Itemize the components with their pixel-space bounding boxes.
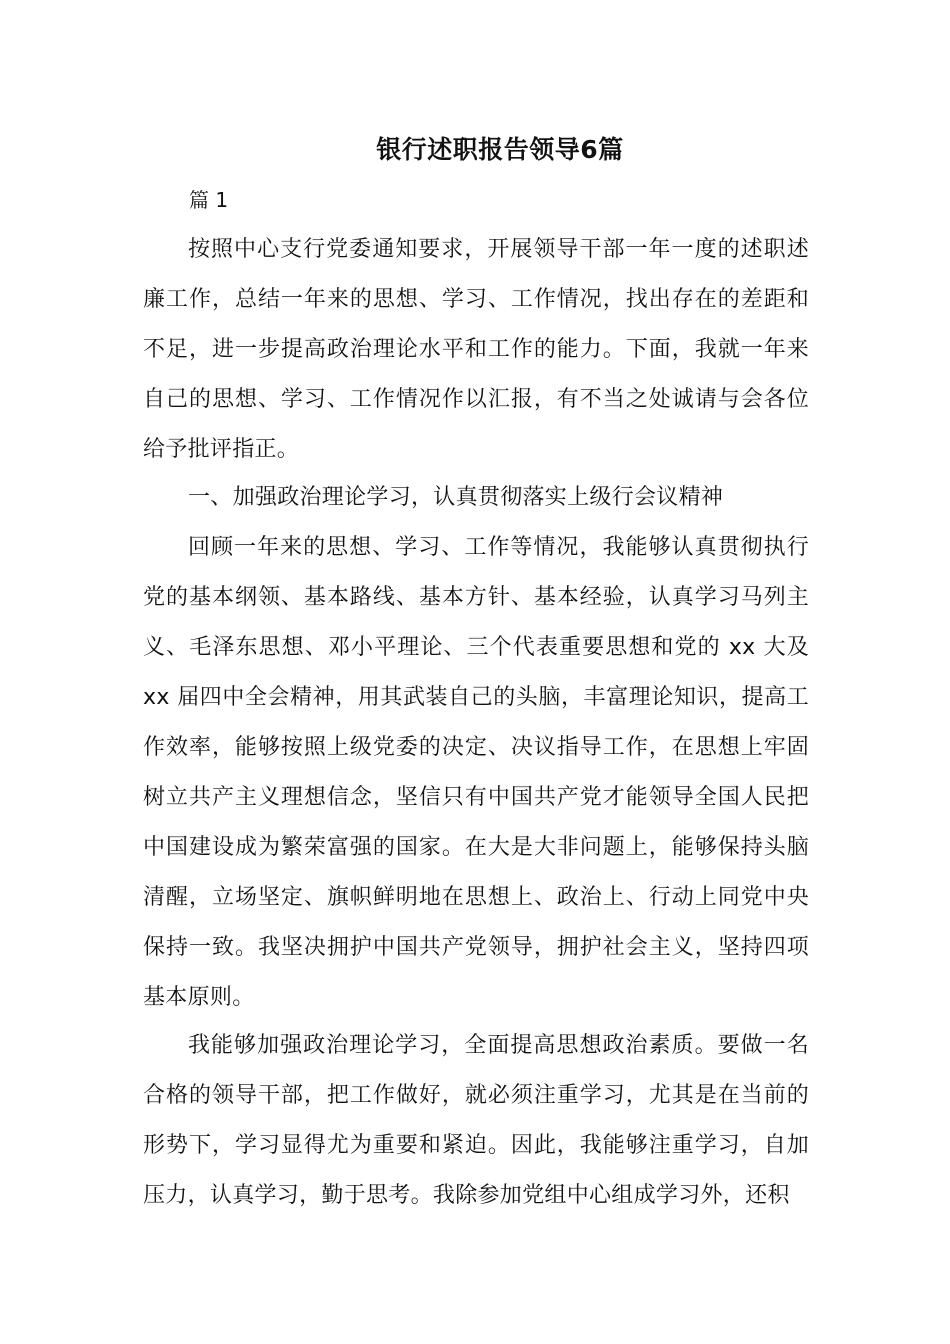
document-title: 银行述职报告领导6篇 — [376, 135, 624, 164]
paragraph: 按照中心支行党委通知要求，开展领导干部一年一度的述职述廉工作，总结一年来的思想、学习、工作情况，找出存在的差距和不足，进一步提高政治理论水平和工作的能力。下面，我就一年来自己的思想、学习、工作情况作以汇报，有不当之处诚请与会各位给予批评指正。 — [143, 237, 809, 462]
section-heading: 一、加强政治理论学习，认真贯彻落实上级行会议精神 — [188, 485, 724, 510]
paragraph: 回顾一年来的思想、学习、工作等情况，我能够认真贯彻执行党的基本纲领、基本路线、基本方针、基本经验，认真学习马列主义、毛泽东思想、邓小平理论、三个代表重要思想和党的 xx 大及 xx 届四中全会精神，用其武装自己的头脑，丰富理论知识，提高工作效率，能够按照上级党委的决定、决议指导工作，在思想上牢固树立共产主义理想信念，坚信只有中国共产党才能领导全国人民把中国建设成为繁荣富强的国家。在大是大非问题上，能够保持头脑清醒，立场坚定、旗帜鲜明地在思想上、政治上、行动上同党中央保持一致。我坚决拥护中国共产党领导，拥护社会主义，坚持四项基本原则。 — [143, 535, 809, 1010]
section-label: 篇 1 — [189, 188, 229, 212]
paragraph: 我能够加强政治理论学习，全面提高思想政治素质。要做一名合格的领导干部，把工作做好，就必须注重学习，尤其是在当前的形势下，学习显得尤为重要和紧迫。因此，我能够注重学习，自加压力，认真学习，勤于思考。我除参加党组中心组成学习外，还积 — [143, 1033, 809, 1208]
